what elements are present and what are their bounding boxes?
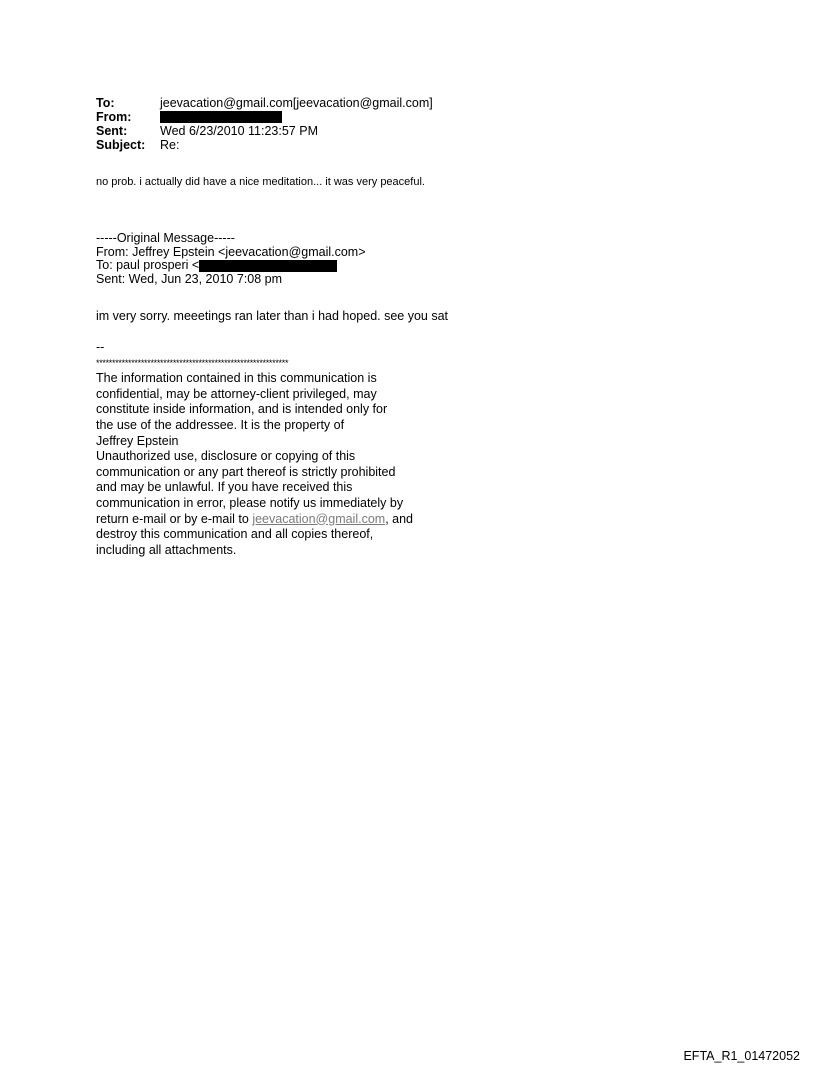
header-sent-value: Wed 6/23/2010 11:23:57 PM [160,124,318,138]
signature-line: the use of the addressee. It is the property of [96,417,345,432]
signature-line: including all attachments. [96,542,237,557]
signature-line: The information contained in this communication is [96,371,377,386]
header-from-row [96,110,433,124]
signature-return-prefix: return e-mail or by e-mail to [96,511,249,526]
document-id: EFTA_R1_01472052 [683,1049,800,1063]
signature-dashes: -- [96,340,105,354]
header-to-row [96,96,433,110]
header-subject-row [96,138,433,152]
signature-line: confidential, may be attorney-client privileged, may [96,386,377,401]
original-sent-line: Sent: Wed, Jun 23, 2010 7:08 pm [96,271,283,286]
header-subject-value: Re: [160,138,180,152]
original-message-text: im very sorry. meeetings ran later than i had hoped. see you sat [96,309,449,323]
original-message-divider: -----Original Message----- [96,231,235,245]
signature-return-line [96,512,413,528]
header-from-label: From: [96,110,132,124]
signature-line: and may be unlawful. If you have received this [96,480,353,495]
reply-body-text: no prob. i actually did have a nice meditation... it was very peaceful. [96,176,425,188]
original-message-block [96,232,366,286]
signature-block [96,340,413,558]
header-sent-row [96,124,433,138]
header-subject-label: Subject: [96,138,146,152]
original-to-prefix: To: paul prosperi < [96,258,200,273]
redaction-bar [160,111,282,123]
header-sent-label: Sent: [96,124,128,138]
signature-line: destroy this communication and all copies thereof, [96,527,374,542]
signature-line: constitute inside information, and is intended only for [96,402,388,417]
signature-line: communication in error, please notify us immediately by [96,495,404,510]
signature-stars: ************************************************************ [96,357,289,368]
email-header-block [96,96,433,152]
header-to-value: jeevacation@gmail.com[jeevacation@gmail.com] [160,96,433,110]
signature-line: communication or any part thereof is strictly prohibited [96,464,396,479]
original-from-line: From: Jeffrey Epstein <jeevacation@gmail.com> [96,244,366,259]
header-to-label: To: [96,96,115,110]
signature-line: Unauthorized use, disclosure or copying of this [96,449,356,464]
signature-return-suffix: , and [385,511,414,526]
redaction-bar [199,260,337,272]
email-link[interactable]: jeevacation@gmail.com [252,511,386,526]
original-to-line [96,259,366,273]
signature-line: Jeffrey Epstein [96,433,179,448]
